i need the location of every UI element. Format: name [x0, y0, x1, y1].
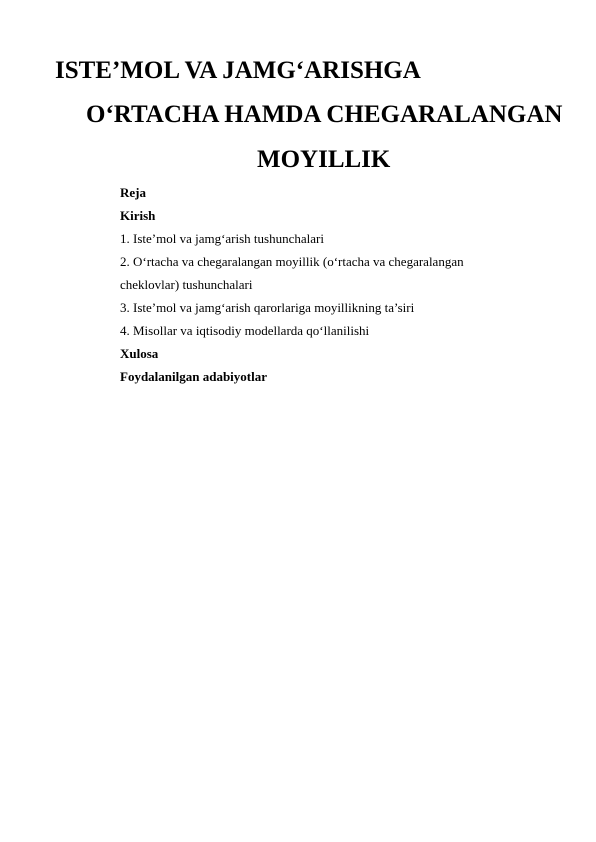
plan-item-2-continued: cheklovlar) tushunchalari — [120, 277, 253, 292]
plan-item-2: 2. O‘rtacha va chegaralangan moyillik (o‘rtacha va chegaralangan — [120, 254, 464, 269]
plan-list — [120, 181, 560, 388]
plan-item-1: 1. Iste’mol va jamg‘arish tushunchalari — [120, 231, 324, 246]
plan-item-4: 4. Misollar va iqtisodiy modellarda qo‘llanilishi — [120, 323, 370, 338]
plan-item-3: 3. Iste’mol va jamg‘arish qarorlariga moyillikning ta’siri — [120, 300, 415, 315]
plan-item-introduction: Kirish — [120, 208, 156, 223]
plan-heading: Reja — [120, 185, 146, 200]
title-line-1: ISTE’MOL VA JAMG‘ARISHGA — [55, 57, 421, 84]
plan-item-references: Foydalanilgan adabiyotlar — [120, 369, 267, 384]
title-line-2: O‘RTACHA HAMDA CHEGARALANGAN — [86, 101, 563, 128]
title-line-3: MOYILLIK — [257, 146, 391, 173]
plan-item-conclusion: Xulosa — [120, 346, 159, 361]
